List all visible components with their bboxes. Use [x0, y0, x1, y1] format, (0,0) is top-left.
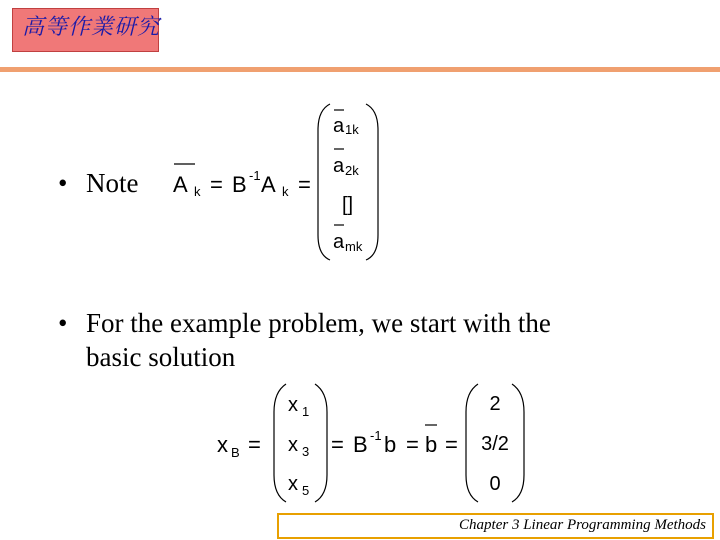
matrix-entry: a: [333, 115, 345, 137]
left-paren: [274, 384, 286, 502]
formula-equals: =: [331, 432, 344, 457]
vector-entry: x: [288, 473, 298, 495]
bullet-example-line2: basic solution: [86, 342, 236, 372]
formula-equals: =: [406, 432, 419, 457]
bullet-dot: •: [58, 308, 68, 338]
formula-symbol-b: B: [232, 172, 247, 197]
formula-symbol-x: x: [217, 432, 228, 457]
formula-equals: =: [298, 172, 311, 197]
bullet-dot: •: [58, 168, 68, 198]
formula-symbol-a-bar: A: [173, 172, 188, 197]
matrix-entry-subscript: 2k: [345, 163, 359, 178]
matrix-entry: a: [333, 155, 345, 177]
slide-title: 高等作業研究: [22, 15, 161, 40]
vector-entry-subscript: 5: [302, 483, 310, 498]
formula-symbol-b: B: [353, 432, 368, 457]
left-paren: [466, 384, 478, 502]
vector-entry: x: [288, 394, 298, 416]
vector-value: 3/2: [481, 433, 509, 455]
formula-subscript: B: [231, 445, 240, 460]
footer-text: Chapter 3 Linear Programming Methods: [459, 517, 706, 533]
bullet-note-text: Note: [86, 168, 139, 198]
footer-box: [277, 513, 714, 539]
formula-equals: =: [210, 172, 223, 197]
formula-superscript: -1: [370, 428, 382, 443]
formula-symbol-b-lower: b: [384, 432, 397, 457]
vector-entry: x: [288, 434, 298, 456]
formula-symbol-a: A: [261, 172, 276, 197]
formula-equals: =: [445, 432, 458, 457]
formula-symbol-b-bar: b: [425, 432, 438, 457]
formula-subscript: k: [194, 184, 201, 199]
vector-entry-subscript: 3: [302, 444, 310, 459]
matrix-ellipsis: []: [342, 194, 354, 216]
right-paren: [512, 384, 524, 502]
matrix-entry-subscript: mk: [345, 239, 363, 254]
vector-value: 2: [489, 393, 501, 415]
formula-superscript: -1: [249, 168, 261, 183]
matrix-entry: a: [333, 231, 345, 253]
formula-subscript: k: [282, 184, 289, 199]
right-paren: [315, 384, 327, 502]
vector-entry-subscript: 1: [302, 404, 310, 419]
formula-equals: =: [248, 432, 261, 457]
matrix-entry-subscript: 1k: [345, 122, 359, 137]
bullet-example-line1: For the example problem, we start with the: [86, 308, 551, 338]
vector-value: 0: [489, 473, 501, 495]
